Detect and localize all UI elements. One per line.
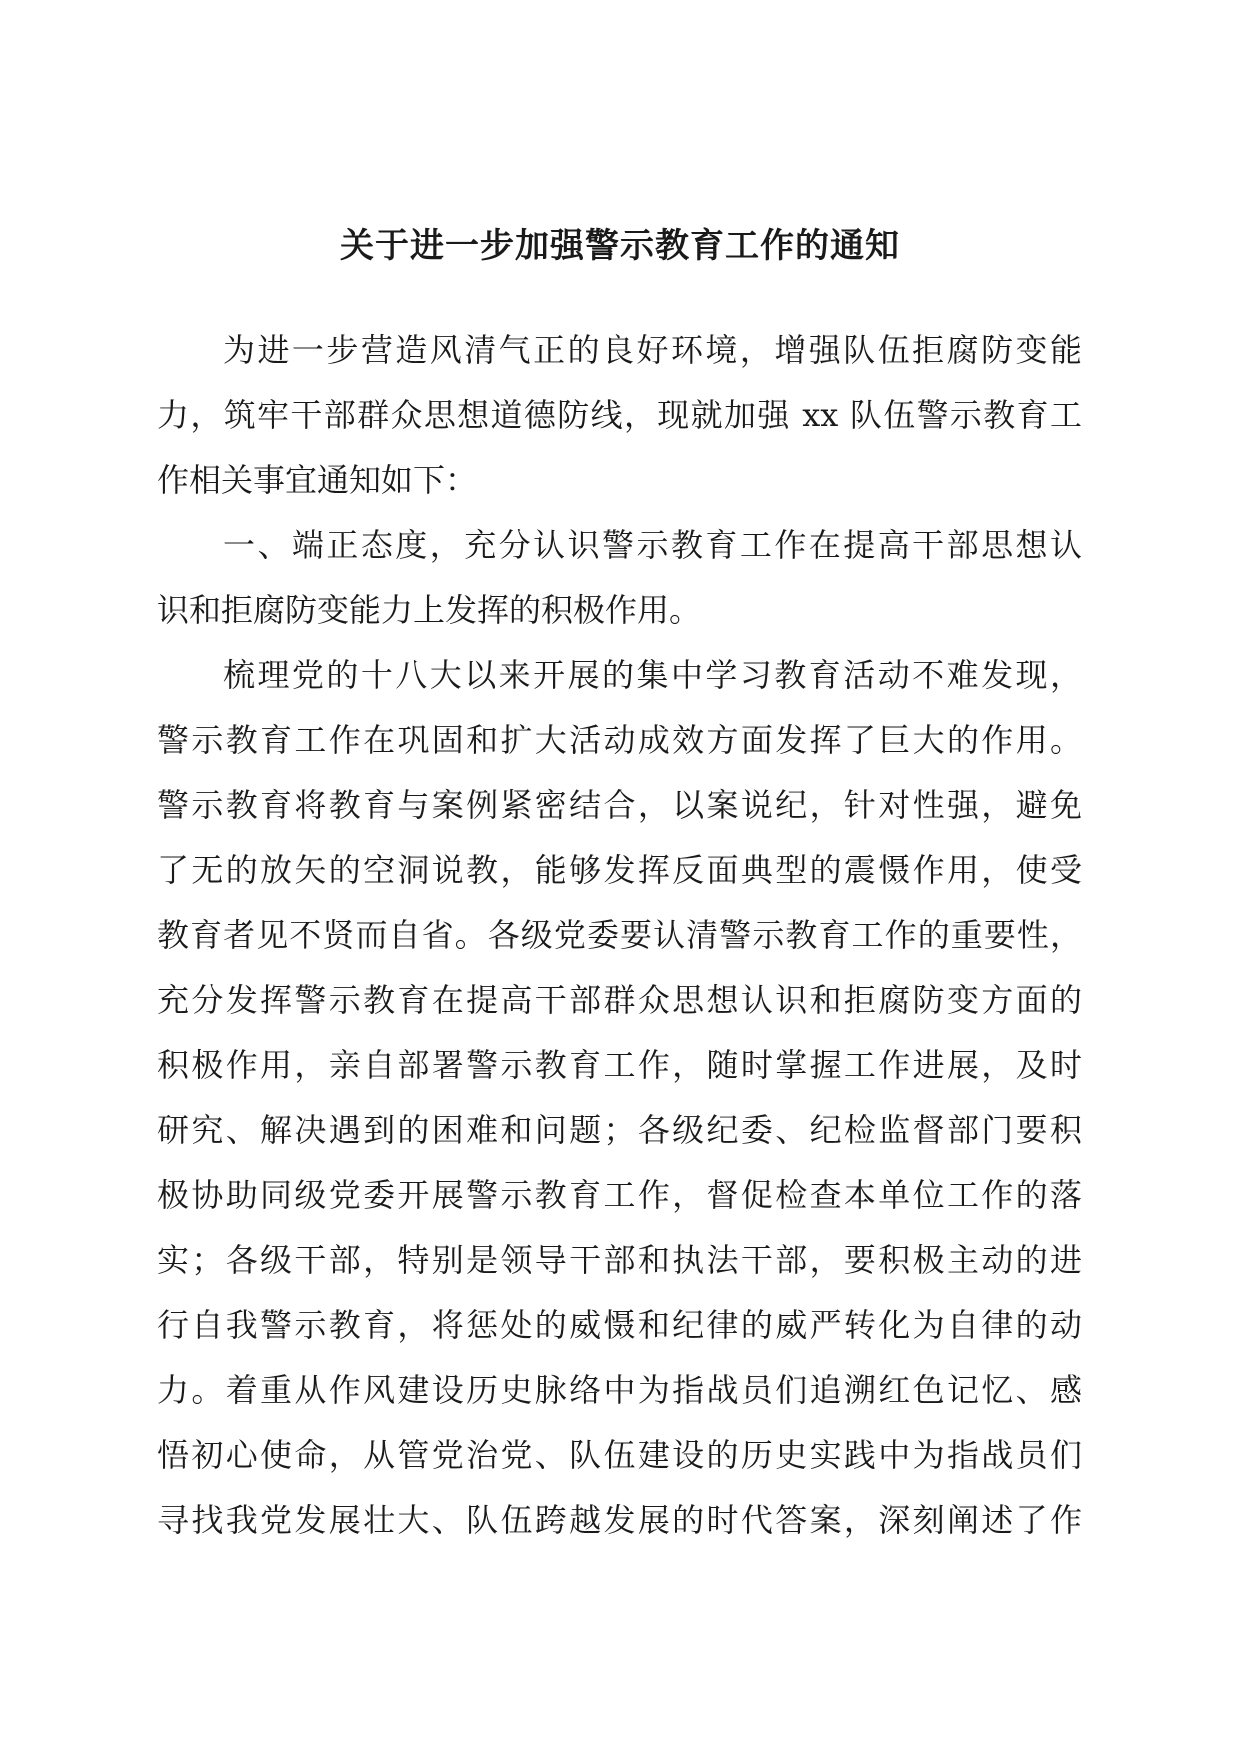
- section-heading-line: 一、端正态度，充分认识警示教育工作在提高干部思想认: [223, 526, 1082, 564]
- paragraph-line: 实；各级干部，特别是领导干部和执法干部，要积极主动的进: [157, 1241, 1082, 1279]
- paragraph-line: 教育者见不贤而自省。各级党委要认清警示教育工作的重要性，: [157, 916, 1082, 954]
- paragraph-line: 警示教育将教育与案例紧密结合，以案说纪，针对性强，避免: [157, 786, 1082, 824]
- paragraph-line: 梳理党的十八大以来开展的集中学习教育活动不难发现，: [223, 656, 1082, 694]
- section-heading-line: 识和拒腐防变能力上发挥的积极作用。: [157, 591, 702, 629]
- document-title: 关于进一步加强警示教育工作的通知: [340, 226, 900, 266]
- paragraph-line: 积极作用，亲自部署警示教育工作，随时掌握工作进展，及时: [157, 1046, 1082, 1084]
- paragraph-line: 力。着重从作风建设历史脉络中为指战员们追溯红色记忆、感: [157, 1371, 1082, 1409]
- paragraph-line: 行自我警示教育，将惩处的威慑和纪律的威严转化为自律的动: [157, 1306, 1082, 1344]
- paragraph-line: 警示教育工作在巩固和扩大活动成效方面发挥了巨大的作用。: [157, 721, 1082, 759]
- document-body: [157, 318, 1082, 1553]
- paragraph-line: 寻找我党发展壮大、队伍跨越发展的时代答案，深刻阐述了作: [157, 1501, 1082, 1539]
- paragraph-line: 了无的放矢的空洞说教，能够发挥反面典型的震慑作用，使受: [157, 851, 1082, 889]
- paragraph-line: 悟初心使命，从管党治党、队伍建设的历史实践中为指战员们: [157, 1436, 1082, 1474]
- paragraph-line: 极协助同级党委开展警示教育工作，督促检查本单位工作的落: [157, 1176, 1082, 1214]
- paragraph-line: 充分发挥警示教育在提高干部群众思想认识和拒腐防变方面的: [157, 981, 1082, 1019]
- paragraph-line: 力，筑牢干部群众思想道德防线，现就加强 xx 队伍警示教育工: [157, 396, 1082, 434]
- paragraph-line: 为进一步营造风清气正的良好环境，增强队伍拒腐防变能: [223, 331, 1082, 369]
- paragraph-line: 研究、解决遇到的困难和问题；各级纪委、纪检监督部门要积: [157, 1111, 1082, 1149]
- paragraph-line: 作相关事宜通知如下：: [157, 461, 478, 499]
